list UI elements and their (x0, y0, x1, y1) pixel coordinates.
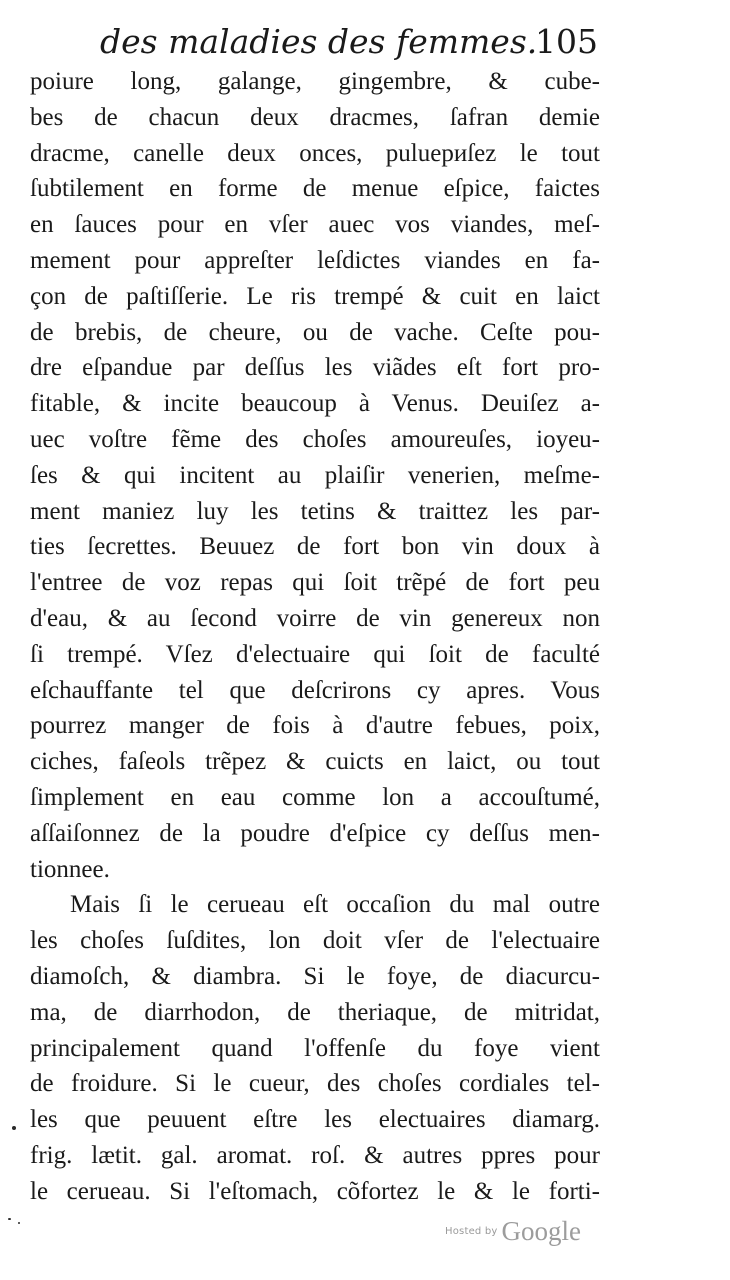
text-line: dre eſpandue par deſſus les viãdes eſt fort pro- (30, 354, 600, 382)
text-line: en ſauces pour en vſer auec vos viandes, meſ- (30, 211, 600, 239)
text-line: le cerueau. Si l'eſtomach, cõfortez le & le forti- (30, 1177, 600, 1205)
text-line: d'eau, & au ſecond voirre de vin genereux non (30, 604, 600, 632)
text-line: frig. lætit. gal. aromat. roſ. & autres ppres pour (30, 1141, 600, 1169)
text-line: dracme, canelle deux onces, puluериſez le tout (30, 139, 600, 167)
text-line: ſi trempé. Vſez d'electuaire qui ſoit de faculté (30, 640, 600, 668)
text-line: aſſaiſonnez de la poudre d'eſpice cy deſſus men- (30, 819, 600, 847)
text-line: tionnee. (30, 855, 110, 883)
text-line: poiure long, galange, gingembre, & cube- (30, 68, 600, 95)
hosted-by-google-watermark (445, 1216, 581, 1252)
body-text (30, 64, 600, 1210)
text-line: mement pour appreſter leſdictes viandes en fa- (30, 246, 600, 274)
text-line: ſimplement en eau comme lon a accouſtumé, (30, 783, 600, 811)
text-line: de brebis, de cheure, ou de vache. Ceſte pou- (30, 318, 600, 346)
text-line: les choſes ſuſdites, lon doit vſer de l'electuaire (30, 927, 600, 955)
running-title: des maladies des femmes. (100, 22, 538, 61)
text-line: ties ſecrettes. Beuuez de fort bon vin doux à (30, 533, 600, 561)
text-line: fitable, & incite beaucoup à Venus. Deuiſez a- (30, 390, 600, 418)
text-line: ciches, faſeols trẽpez & cuicts en laict, ou tout (30, 748, 600, 776)
text-line: bes de chacun deux dracmes, ſafran demie (30, 103, 600, 131)
text-line: les que peuuent eſtre les electuaires diamarg. (30, 1106, 600, 1134)
page-number: 105 (535, 22, 598, 61)
text-line: ma, de diarrhodon, de theriaque, de mitridat, (30, 998, 600, 1026)
ink-speck (12, 1126, 16, 1130)
text-line: de froidure. Si le cueur, des choſes cordiales tel- (30, 1070, 600, 1098)
ink-speck (8, 1218, 11, 1220)
text-line: ſes & qui incitent au plaiſir venerien, meſme- (30, 461, 600, 489)
text-line: l'entree de voz repas qui ſoit trẽpé de fort peu (30, 569, 600, 597)
text-line: çon de paſtiſſerie. Le ris trempé & cuit en laict (30, 282, 600, 310)
text-line: principalement quand l'offenſe du foye vient (30, 1034, 600, 1062)
text-line: ſubtilement en forme de menue eſpice, faictes (30, 175, 600, 203)
text-line: uec voſtre fẽme des choſes amoureuſes, ioyeu- (30, 425, 600, 453)
text-line: eſchauffante tel que deſcrirons cy apres. Vous (30, 676, 600, 704)
google-logo: Google (501, 1216, 581, 1246)
hosted-by-label: Hosted by (445, 1226, 498, 1237)
text-line: pourrez manger de fois à d'autre febues, poix, (30, 712, 600, 740)
ink-speck (18, 1222, 20, 1224)
paragraph-first-line: Mais ſi le cerueau eſt occaſion du mal outre (70, 891, 600, 919)
text-line: diamoſch, & diambra. Si le foye, de diacurcu- (30, 962, 600, 990)
text-line: ment maniez luy les tetins & traittez les par- (30, 497, 600, 525)
